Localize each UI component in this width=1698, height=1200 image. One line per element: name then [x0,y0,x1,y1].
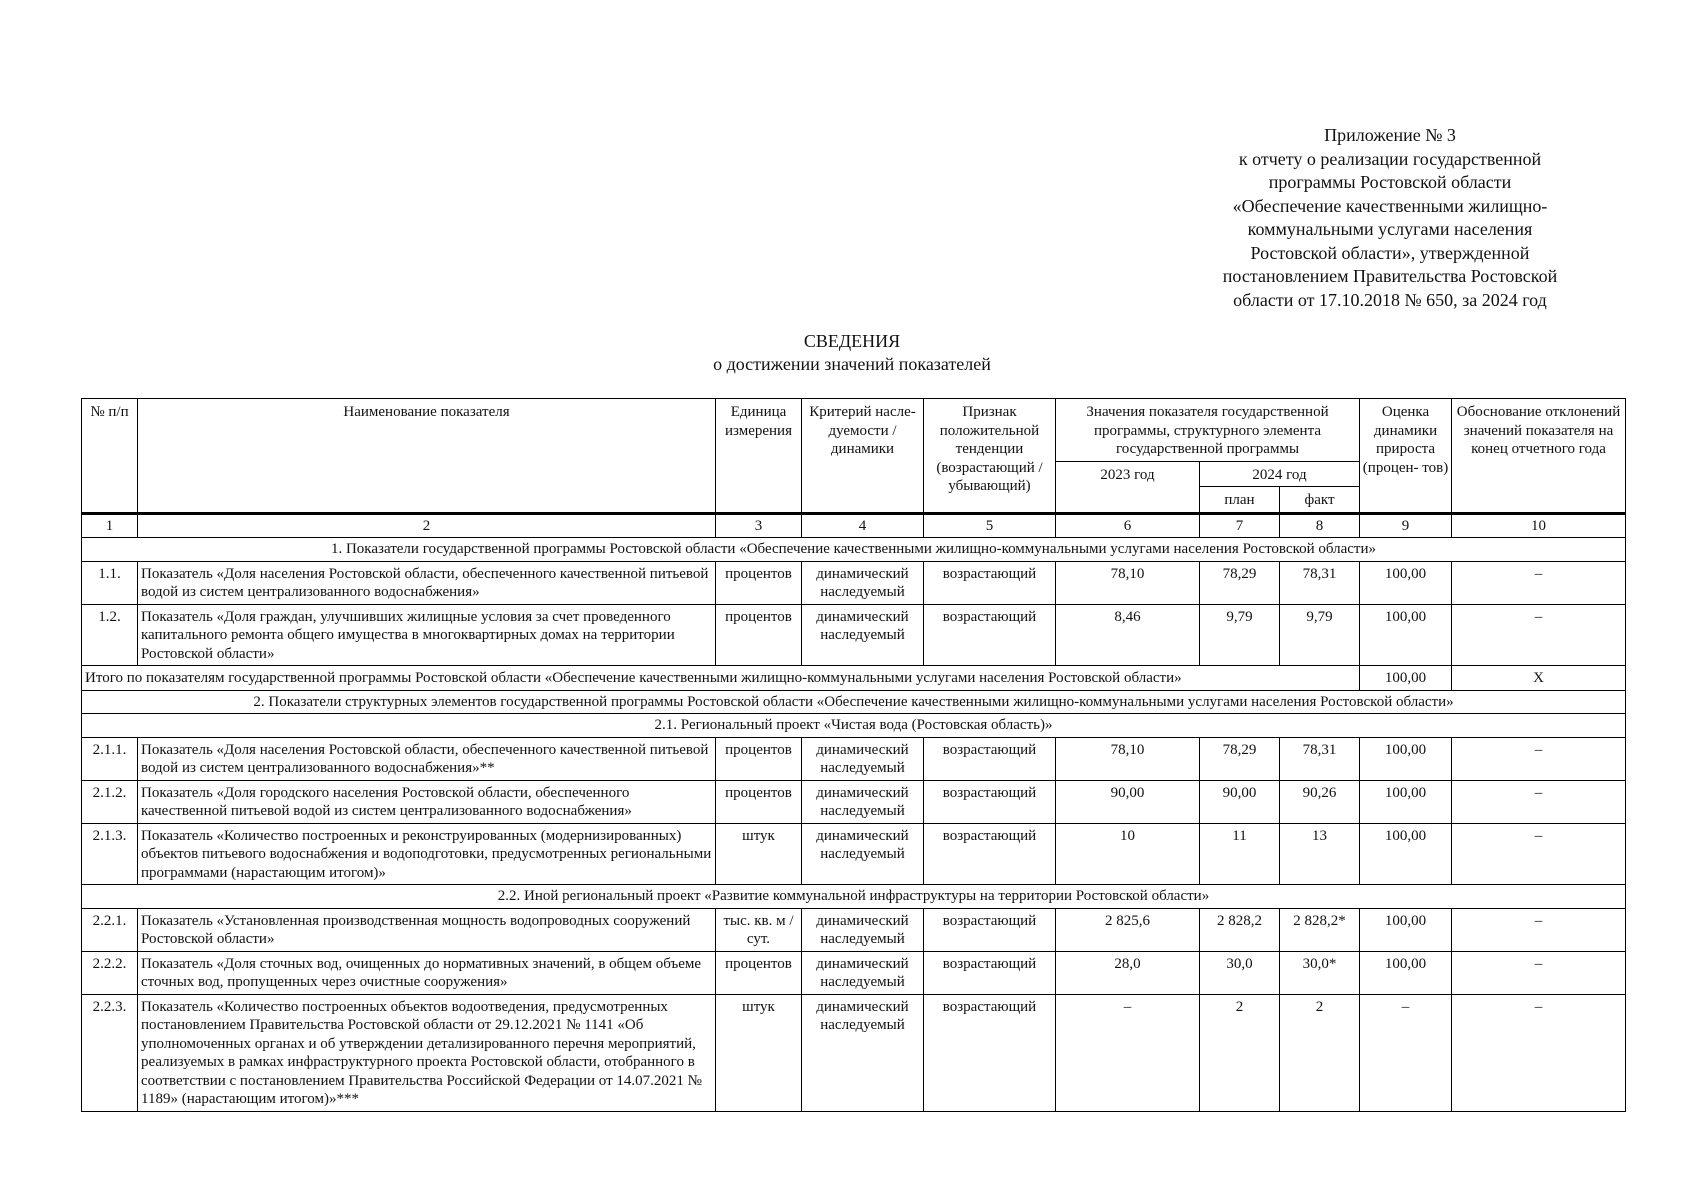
row-unit: процентов [716,951,802,994]
table-row [82,780,1626,823]
section-heading-1: 1. Показатели государственной программы Ростовской области «Обеспечение качественными жилищно-коммунальными услугами населения Ростовской области» [82,538,1626,562]
row-criterion: динамический наследуемый [802,908,924,951]
row-justification: – [1452,951,1626,994]
appendix-line: «Обеспечение качественными жилищно- [1232,195,1548,216]
row-growth: 100,00 [1360,823,1452,885]
row-fact: 78,31 [1280,561,1360,604]
row-num: 2.2.2. [82,951,138,994]
row-fact: 2 [1280,994,1360,1111]
row-plan: 30,0 [1200,951,1280,994]
table-row [82,561,1626,604]
row-justification: – [1452,780,1626,823]
appendix-line: к отчету о реализации государственной [1238,148,1542,169]
appendix-line: постановлением Правительства Ростовской [1222,266,1558,286]
row-name: Показатель «Доля городского населения Ростовской области, обеспеченного качественной питьевой водой из систем централизованного водоснабжения» [138,780,716,823]
row-unit: тыс. кв. м / сут. [716,908,802,951]
row-growth: 100,00 [1360,604,1452,666]
column-numbers-row [82,513,1626,538]
appendix-line: области от 17.10.2018 № 650, за 2024 год [1233,289,1547,310]
row-name: Показатель «Доля населения Ростовской области, обеспеченного качественной питьевой водой из систем централизованного водоснабжения»** [138,737,716,780]
row-growth: 100,00 [1360,737,1452,780]
row-2023: 8,46 [1056,604,1200,666]
section-heading-2-2: 2.2. Иной региональный проект «Развитие коммунальной инфраструктуры на территории Ростовской области» [82,885,1626,909]
table-row [82,604,1626,666]
total-justification: Х [1452,666,1626,691]
row-trend: возрастающий [924,737,1056,780]
total-growth: 100,00 [1360,666,1452,691]
row-num: 2.1.1. [82,737,138,780]
row-criterion: динамический наследуемый [802,737,924,780]
row-num: 1.1. [82,561,138,604]
row-plan: 78,29 [1200,737,1280,780]
table-row [82,823,1626,885]
row-name: Показатель «Количество построенных и реконструированных (модернизированных) объектов питьевого водоснабжения и водоподготовки, предусмотренных региональными программами (нарастающим итогом)» [138,823,716,885]
row-num: 2.1.3. [82,823,138,885]
section-heading-2: 2. Показатели структурных элементов государственной программы Ростовской области «Обеспечение качественными жилищно-коммунальными услугами населения Ростовской области» [82,690,1626,714]
header-plan: план [1200,487,1280,514]
row-trend: возрастающий [924,604,1056,666]
appendix-caption [1180,124,1600,312]
column-number: 4 [802,513,924,538]
row-justification: – [1452,994,1626,1111]
row-criterion: динамический наследуемый [802,561,924,604]
row-unit: штук [716,994,802,1111]
row-plan: 2 [1200,994,1280,1111]
column-number: 1 [82,513,138,538]
header-trend: Признак положительной тенденции (возрастающий / убывающий) [924,399,1056,514]
column-number: 7 [1200,513,1280,538]
row-trend: возрастающий [924,561,1056,604]
document-title [82,330,1622,376]
row-plan: 78,29 [1200,561,1280,604]
title-sub: о достижении значений показателей [713,354,991,374]
row-justification: – [1452,604,1626,666]
row-criterion: динамический наследуемый [802,823,924,885]
header-2024: 2024 год [1200,461,1360,487]
row-name: Показатель «Количество построенных объектов водоотведения, предусмотренных постановлением Правительства Ростовской области от 29.12.2021 № 1141 «Об уполномоченных органах и об утверждении детализированного перечня мероприятий, реализуемых в рамках инфраструктурного проекта Ростовской области, отобранного в соответствии с постановлением Правительства Российской Федерации от 14.07.2021 № 1189» (нарастающим итогом)»*** [138,994,716,1111]
column-number: 8 [1280,513,1360,538]
header-fact: факт [1280,487,1360,514]
row-justification: – [1452,561,1626,604]
section-row [82,690,1626,714]
row-num: 2.1.2. [82,780,138,823]
table-row [82,994,1626,1111]
total-row [82,666,1626,691]
section-row [82,885,1626,909]
row-criterion: динамический наследуемый [802,951,924,994]
row-name: Показатель «Доля граждан, улучшивших жилищные условия за счет проведенного капитального ремонта общего имущества в многоквартирных домах на территории Ростовской области» [138,604,716,666]
column-number: 2 [138,513,716,538]
table-row [82,951,1626,994]
row-plan: 2 828,2 [1200,908,1280,951]
row-justification: – [1452,908,1626,951]
row-justification: – [1452,823,1626,885]
row-trend: возрастающий [924,823,1056,885]
row-2023: 10 [1056,823,1200,885]
header-2023: 2023 год [1056,461,1200,513]
header-num: № п/п [82,399,138,514]
row-criterion: динамический наследуемый [802,604,924,666]
row-2023: 78,10 [1056,737,1200,780]
column-number: 5 [924,513,1056,538]
column-number: 9 [1360,513,1452,538]
row-num: 1.2. [82,604,138,666]
row-fact: 9,79 [1280,604,1360,666]
section-heading-2-1: 2.1. Региональный проект «Чистая вода (Ростовская область)» [82,714,1626,738]
row-unit: процентов [716,737,802,780]
header-growth: Оценка динамики прироста (процен- тов) [1360,399,1452,514]
row-2023: 2 825,6 [1056,908,1200,951]
header-justification: Обоснование отклонений значений показателя на конец отчетного года [1452,399,1626,514]
appendix-line: Ростовской области», утвержденной [1250,242,1530,263]
row-plan: 9,79 [1200,604,1280,666]
row-num: 2.2.1. [82,908,138,951]
row-name: Показатель «Доля населения Ростовской области, обеспеченного качественной питьевой водой из систем централизованного водоснабжения» [138,561,716,604]
row-plan: 90,00 [1200,780,1280,823]
row-2023: 90,00 [1056,780,1200,823]
row-unit: штук [716,823,802,885]
table-row [82,908,1626,951]
indicators-table [81,398,1626,1112]
header-name: Наименование показателя [138,399,716,514]
row-fact: 78,31 [1280,737,1360,780]
row-fact: 13 [1280,823,1360,885]
column-number: 10 [1452,513,1626,538]
column-number: 3 [716,513,802,538]
row-2023: 78,10 [1056,561,1200,604]
row-unit: процентов [716,604,802,666]
row-unit: процентов [716,780,802,823]
row-growth: 100,00 [1360,780,1452,823]
row-name: Показатель «Установленная производственная мощность водопроводных сооружений Ростовской области» [138,908,716,951]
row-2023: – [1056,994,1200,1111]
row-criterion: динамический наследуемый [802,780,924,823]
row-fact: 30,0* [1280,951,1360,994]
row-trend: возрастающий [924,951,1056,994]
appendix-line: коммунальными услугами населения [1247,219,1533,239]
appendix-line: Приложение № 3 [1324,125,1456,145]
table-row [82,737,1626,780]
row-trend: возрастающий [924,994,1056,1111]
row-num: 2.2.3. [82,994,138,1111]
section-row [82,538,1626,562]
header-criterion: Критерий насле- дуемости / динамики [802,399,924,514]
row-growth: 100,00 [1360,908,1452,951]
row-trend: возрастающий [924,780,1056,823]
row-growth: 100,00 [1360,561,1452,604]
total-label: Итого по показателям государственной программы Ростовской области «Обеспечение качественными жилищно-коммунальными услугами населения Ростовской области» [82,666,1360,691]
title-main: СВЕДЕНИЯ [803,331,901,351]
row-name: Показатель «Доля сточных вод, очищенных до нормативных значений, в общем объеме сточных вод, пропущенных через очистные сооружения» [138,951,716,994]
row-fact: 90,26 [1280,780,1360,823]
row-fact: 2 828,2* [1280,908,1360,951]
row-justification: – [1452,737,1626,780]
row-2023: 28,0 [1056,951,1200,994]
section-row [82,714,1626,738]
row-growth: – [1360,994,1452,1111]
row-unit: процентов [716,561,802,604]
appendix-line: программы Ростовской области [1268,172,1512,192]
column-number: 6 [1056,513,1200,538]
row-trend: возрастающий [924,908,1056,951]
row-criterion: динамический наследуемый [802,994,924,1111]
header-values: Значения показателя государственной программы, структурного элемента государственной программы [1056,399,1360,462]
row-plan: 11 [1200,823,1280,885]
row-growth: 100,00 [1360,951,1452,994]
header-unit: Единица измерения [716,399,802,514]
